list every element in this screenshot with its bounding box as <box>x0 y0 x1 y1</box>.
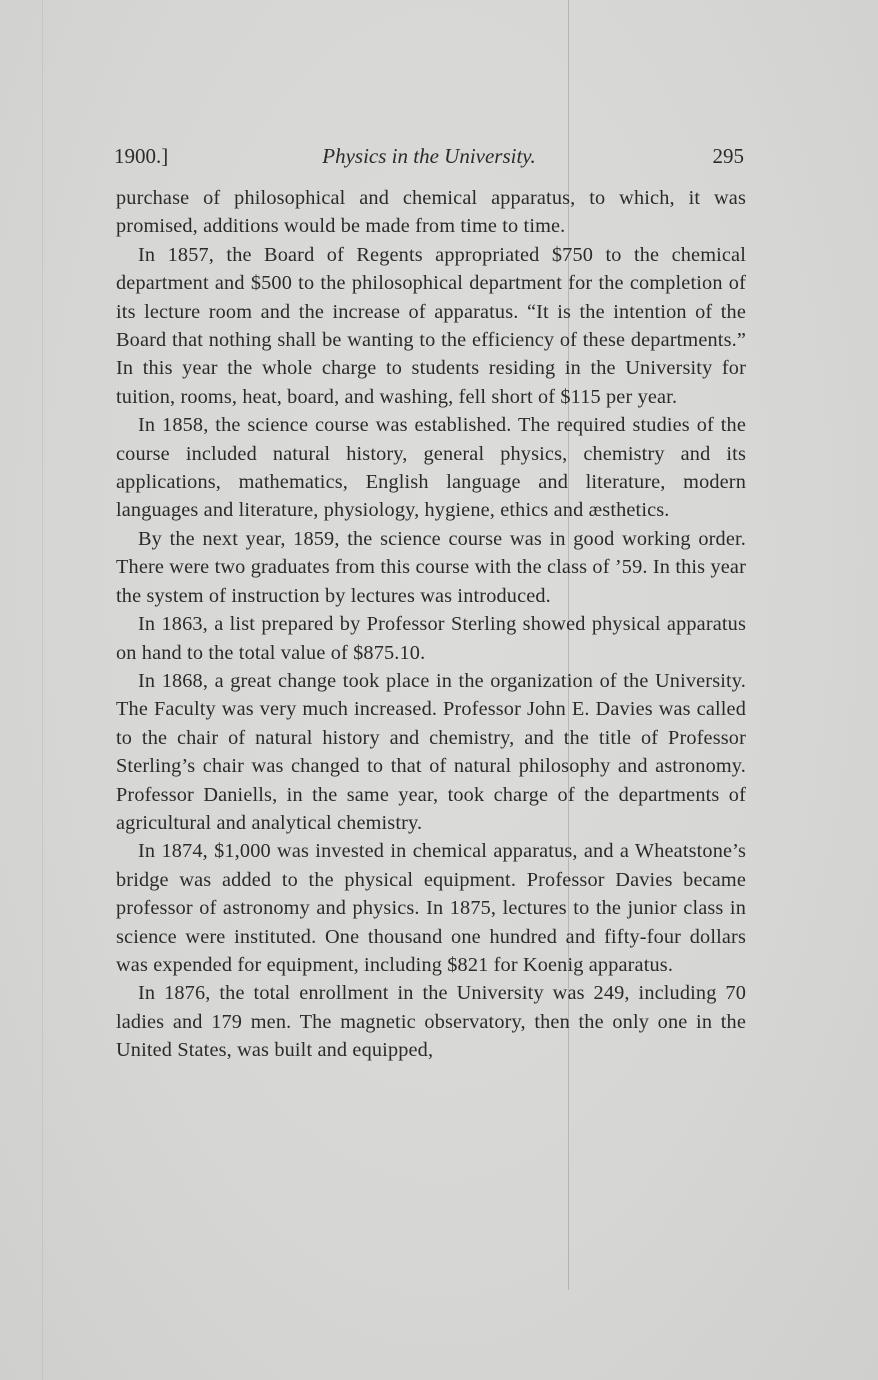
paragraph: By the next year, 1859, the science course was in good working order. There were two graduates from this course with the class of ’59. In this year the system of instruction by lectures was introduced. <box>116 527 746 607</box>
header-title: Physics in the University. <box>322 144 536 168</box>
page-number: 295 <box>712 144 744 168</box>
paragraph: In 1857, the Board of Regents appropriated $750 to the chemical department and $500 to the philosophical department for the completion of its lecture room and the increase of apparatus. “It is the intention of the Board that nothing shall be wanting to the efficiency of these departments.” In this year the whole charge to students residing in the University for tuition, rooms, heat, board, and washing, fell short of $115 per year. <box>116 243 746 408</box>
running-header <box>114 144 744 174</box>
header-year: 1900.] <box>114 144 169 168</box>
paragraph: In 1874, $1,000 was invested in chemical apparatus, and a Wheatstone’s bridge was added to the physical equipment. Professor Davies became professor of astronomy and physics. In 1875, lectures to the junior class in science were instituted. One thousand one hundred and fifty-four dollars was expended for equipment, including $821 for Koenig apparatus. <box>116 840 746 976</box>
paragraph: In 1876, the total enrollment in the University was 249, including 70 ladies and 179 men. The magnetic observatory, then the only one in the United States, was built and equipped, <box>116 982 746 1062</box>
paragraph: purchase of philosophical and chemical apparatus, to which, it was promised, additions would be made from time to time. <box>116 187 746 238</box>
page-crease <box>42 0 43 1380</box>
paragraph: In 1868, a great change took place in the organization of the University. The Faculty was very much increased. Professor John E. Davies was called to the chair of natural history and chemistry, and the title of Professor Sterling’s chair was changed to that of natural philosophy and astronomy. Professor Daniells, in the same year, took charge of the departments of agricultural and analytical chemistry. <box>116 669 746 834</box>
paragraph: In 1863, a list prepared by Professor Sterling showed physical apparatus on hand to the total value of $875.10. <box>116 613 746 664</box>
paragraph: In 1858, the science course was established. The required studies of the course included natural history, general physics, chemistry and its applications, mathematics, English language and literature, modern languages and literature, physiology, hygiene, ethics and æsthetics. <box>116 414 746 522</box>
body-text <box>116 184 746 1065</box>
